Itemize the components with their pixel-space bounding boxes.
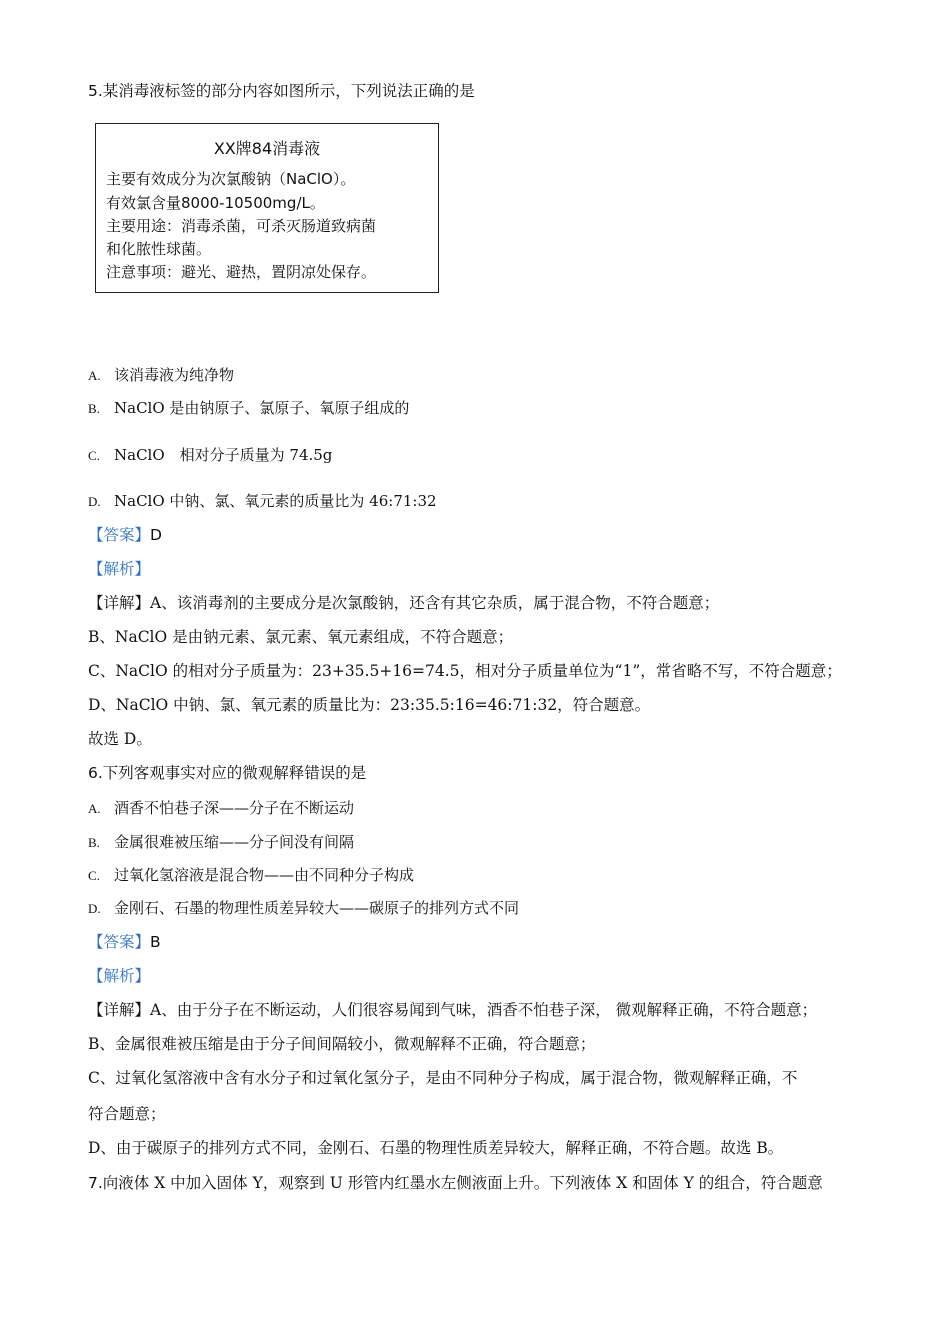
label-line: 注意事项：避光、避热，置阴凉处保存。 [106, 263, 377, 281]
q5-option-d: D. NaClO 中钠、氯、氧元素的质量比为 46:71:32 [88, 492, 437, 510]
q5-option-a: A. 该消毒液为纯净物 [88, 366, 235, 384]
q5-detail-line: D、NaClO 中钠、氯、氧元素的质量比为：23:35.5:16=46:71:32，符合题意。 [88, 696, 651, 714]
q5-detail-line: 【详解】A、该消毒剂的主要成分是次氯酸钠，还含有其它杂质，属于混合物，不符合题意； [88, 594, 720, 612]
q5-number: 5. [88, 82, 103, 100]
q7-number: 7. [88, 1174, 103, 1192]
q6-analysis-tag: 【解析】 [88, 967, 151, 985]
q5-detail-line: B、NaClO 是由钠元素、氯元素、氧元素组成，不符合题意； [88, 628, 514, 646]
q6-detail-line: D、由于碳原子的排列方式不同，金刚石、石墨的物理性质差异较大，解释正确，不符合题。故选 B。 [88, 1139, 784, 1157]
q7-stem [88, 1173, 823, 1193]
q6-option-c: C. 过氧化氢溶液是混合物——由不同种分子构成 [88, 866, 415, 884]
q5-stem-text: 某消毒液标签的部分内容如图所示，下列说法正确的是 [102, 82, 475, 100]
q6-stem-text: 下列客观事实对应的微观解释错误的是 [102, 764, 367, 782]
q6-detail-line: 【详解】A、由于分子在不断运动，人们很容易闻到气味，酒香不怕巷子深， 微观解释正确，不符合题意； [88, 1001, 818, 1019]
q6-stem [88, 763, 366, 783]
q6-option-a: A. 酒香不怕巷子深——分子在不断运动 [88, 799, 355, 817]
q5-analysis-tag: 【解析】 [88, 560, 151, 578]
q5-stem [88, 81, 475, 101]
q6-option-b: B. 金属很难被压缩——分子间没有间隔 [88, 833, 355, 851]
q6-answer: 【答案】B [88, 933, 161, 951]
q6-detail-line: C、过氧化氢溶液中含有水分子和过氧化氢分子，是由不同种分子构成，属于混合物，微观解释正确，不 [88, 1069, 798, 1087]
q5-option-b: B. NaClO 是由钠原子、氯原子、氧原子组成的 [88, 399, 410, 417]
q7-stem-text: 向液体 X 中加入固体 Y，观察到 U 形管内红墨水左侧液面上升。下列液体 X 和固体 Y 的组合，符合题意 [102, 1174, 823, 1192]
label-line: 主要有效成分为次氯酸钠（NaClO）。 [106, 170, 356, 188]
q6-detail-line: 符合题意； [88, 1105, 166, 1123]
q6-number: 6. [88, 764, 103, 782]
label-title: XX牌84消毒液 [213, 139, 321, 158]
label-line: 有效氯含量8000-10500mg/L。 [106, 194, 325, 212]
q5-option-c: C. NaClO 相对分子质量为 74.5g [88, 446, 333, 464]
q5-detail-line: C、NaClO 的相对分子质量为：23+35.5+16=74.5，相对分子质量单位为“1”，常省略不写，不符合题意； [88, 662, 842, 680]
q6-option-d: D. 金刚石、石墨的物理性质差异较大——碳原子的排列方式不同 [88, 899, 520, 917]
label-line: 主要用途：消毒杀菌，可杀灭肠道致病菌 [106, 217, 377, 235]
q6-detail-line: B、金属很难被压缩是由于分子间间隔较小，微观解释不正确，符合题意； [88, 1035, 596, 1053]
q5-conclusion: 故选 D。 [88, 730, 152, 748]
q5-answer: 【答案】D [88, 526, 162, 544]
label-line: 和化脓性球菌。 [106, 240, 212, 258]
disinfectant-label [95, 123, 439, 293]
